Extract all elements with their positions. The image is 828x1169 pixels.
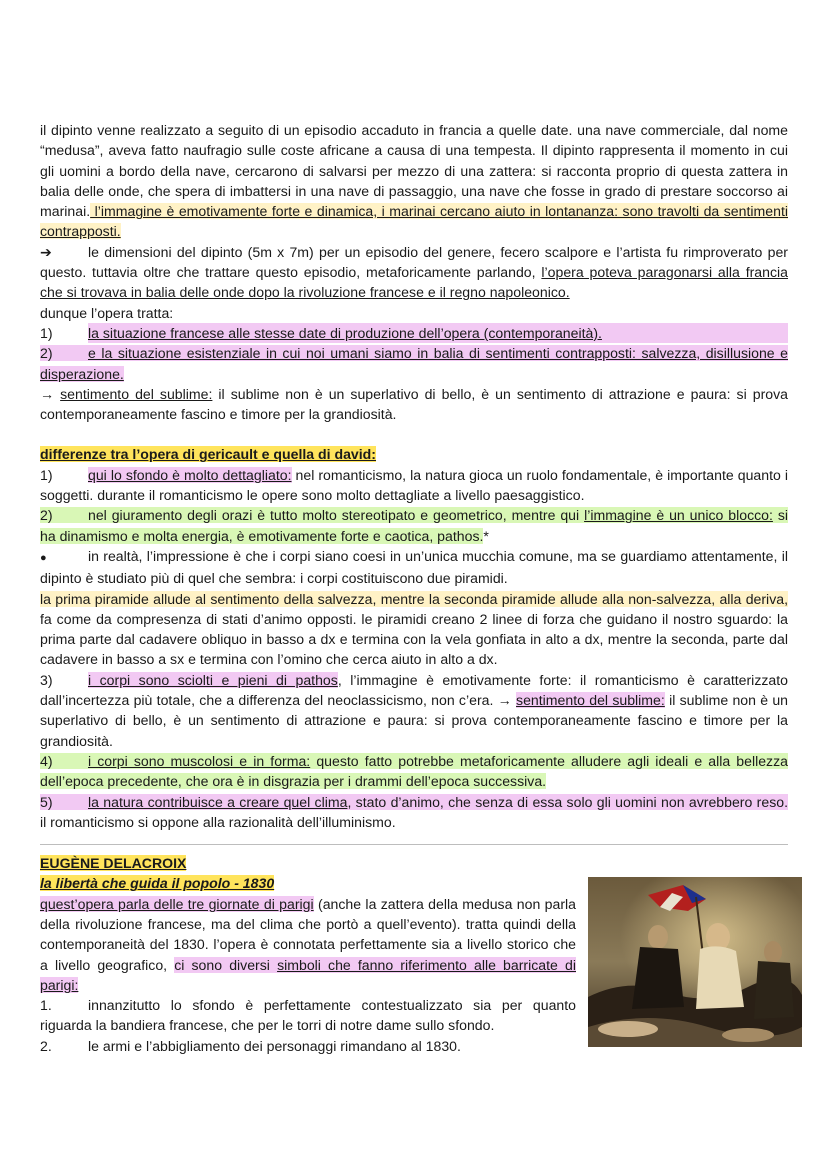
dimensions-text: le dimensioni del dipinto (5m x 7m) per un episodio del genere, fecero scalpore e l’artista fu rimproverato per questo. tuttavia oltre che trattare questo episodio, metaforicamente parlando, — [40, 243, 788, 281]
list-text: le armi e l’abbigliamento dei personaggi rimandano al 1830. — [88, 1037, 461, 1054]
asterisk: * — [483, 527, 489, 544]
list-number: 2) — [40, 345, 53, 362]
sublime-text: il sublime non è un superlativo di bello, è un sentimento di attrazione e paura: si prova contemporaneamente fascino e timore per la grandiosità. — [40, 385, 789, 423]
arrow-icon: → — [40, 385, 55, 402]
list-item — [40, 505, 788, 546]
pyramids-text: fa come da compresenza di stati d’animo opposti. le piramidi creano 2 linee di forza che guidano il nostro sguardo: la prima parte dal cadavere obliquo in basso a dx e termina con la vela gonfiata in alto a dx, mentre la seconda, parte dal cadavere in basso a sx e termina con l’omino che cerca aiuto in alto a dx. — [40, 610, 788, 668]
sublime-label: sentimento del sublime: — [60, 385, 213, 402]
delacroix-highlight-underline: simboli che fanno riferimento alle barricate di parigi: — [40, 956, 576, 993]
list-underline: i corpi sono muscolosi e in forma: — [88, 752, 311, 769]
list-underline: la natura contribuisce a creare quel clima — [88, 793, 348, 810]
list-number: 1) — [40, 324, 53, 341]
list-item — [40, 323, 788, 343]
list-number: 2. — [40, 1037, 52, 1054]
delacroix-highlight: ci sono diversi — [174, 956, 278, 973]
list-highlight: i corpi sono sciolti e pieni di pathos — [88, 671, 338, 688]
list-number: 5) — [40, 793, 53, 810]
dimensions-underline: l’opera poteva paragonarsi alla francia che si trovava in balia delle onde dopo la rivoluzione francese e il regno napoleonico. — [40, 264, 789, 301]
list-number: 2) — [40, 507, 53, 524]
list-item — [40, 670, 788, 751]
bullet-text: in realtà, l’impressione è che i corpi siano coesi in un’unica mucchia comune, ma se guardiamo attentamente, il dipinto è studiato più di quel che sembra: i corpi costituiscono due piramidi. — [40, 547, 788, 587]
list-text: nel romanticismo, la natura gioca un ruolo fondamentale, è importante quanto i soggetti. durante il romanticismo le opere sono molto dettagliate a livello paesaggistico. — [40, 466, 788, 504]
delacroix-paragraph — [40, 894, 576, 995]
delacroix-heading: EUGÈNE DELACROIX — [40, 855, 187, 872]
list-item — [40, 792, 788, 833]
paragraph-dunque: dunque l’opera tratta: — [40, 304, 174, 321]
delacroix-text — [40, 894, 576, 995]
list-highlight: , stato d’animo, che senza di essa solo gli uomini non avrebbero reso. — [347, 793, 788, 810]
list-text: e la situazione esistenziale in cui noi umani siamo in balia di sentimenti contrapposti: salvezza, disillusione e disperazione. — [40, 345, 788, 382]
list-text: innanzitutto lo sfondo è perfettamente contestualizzato sia per quanto riguarda la bandiera francese, che per le torri di notre dame sullo sfondo. — [40, 997, 576, 1034]
delacroix-section — [40, 853, 788, 1056]
differences-heading: differenze tra l’opera di gericault e quella di david: — [40, 446, 376, 463]
paragraph-intro — [40, 120, 788, 242]
list-item — [40, 751, 788, 792]
bullet-item — [40, 546, 788, 589]
list-item — [40, 995, 576, 1036]
page-content — [40, 120, 788, 1056]
intro-text: il dipinto venne realizzato a seguito di un episodio accaduto in francia a quelle date. una nave commerciale, dal nome “medusa”, aveva fatto naufragio sulle coste africane a causa di una tempesta. Il dipinto rappresenta il momento in cui gli uomini a bordo della nave, cercarono di salvarsi per mezzo di una zattera: si racconta proprio di questa zattera in balia delle onde, che spera di imbattersi in una nave di passaggio, una nave che fosse in grado di prestare soccorso ai marinai. — [40, 122, 788, 220]
list-number: 4) — [40, 752, 53, 769]
list-text: la situazione francese alle stesse date di produzione dell’opera (contemporaneità). — [88, 323, 788, 343]
section-heading — [40, 444, 788, 464]
liberty-painting-image — [588, 877, 802, 1047]
paragraph-dimensions — [40, 242, 788, 303]
bullet-icon: ● — [40, 551, 47, 564]
delacroix-text-1: (anche la zattera della medusa non parla della rivoluzione francese, ma del clima che portò a quell’evento). tratta quindi della contemporaneità del 1830. l’opera è connotata perfettamente sia a livello storico che a livello geografico, — [40, 895, 576, 973]
pyramids-highlight: la prima piramide allude al sentimento della salvezza, mentre la seconda piramide allude alla non-salvezza, alla deriva, — [40, 590, 788, 607]
delacroix-underline: quest’opera parla delle tre giornate di parigi — [40, 895, 314, 912]
list-underline: l’immagine è un unico blocco: — [584, 507, 773, 524]
list-number: 1. — [40, 997, 52, 1014]
list-number: 1) — [40, 466, 53, 483]
paragraph-sublime — [40, 384, 788, 425]
intro-highlight: l’immagine è emotivamente forte e dinamica, i marinai cercano aiuto in lontananza: sono travolti da sentimenti contrapposti. — [40, 203, 788, 240]
arrow-icon: ➔ — [40, 243, 52, 260]
section-heading — [40, 853, 788, 873]
list-item — [40, 465, 788, 506]
list-text: il sublime non è un superlativo di bello, è un sentimento di attrazione e paura: si prova contemporaneamente fascino e timore per la grandiosità. — [40, 692, 789, 749]
list-underline: sentimento del sublime: — [516, 692, 665, 709]
list-highlight: qui lo sfondo è molto dettagliato: — [88, 466, 292, 483]
list-item — [40, 343, 788, 384]
list-text: nel giuramento degli orazi è tutto molto stereotipato e geometrico, mentre qui — [88, 507, 585, 524]
divider — [40, 844, 788, 845]
list-number: 3) — [40, 671, 53, 688]
list-text: il romanticismo si oppone alla razionalità dell’illuminismo. — [40, 813, 396, 830]
artwork-subtitle: la libertà che guida il popolo - 1830 — [40, 875, 275, 892]
list-text: , l’immagine è emotivamente forte: il romanticismo è caratterizzato dall’incertezza più totale, che a differenza del neoclassicismo, non c’era. → — [40, 671, 788, 709]
paragraph-pyramids — [40, 589, 788, 670]
list-text: si ha dinamismo e molta energia, è emotivamente forte e caotica, pathos. — [40, 507, 789, 544]
list-text: questo fatto potrebbe metaforicamente alludere agli ideali e alla bellezza dell’epoca precedente, che ora è in disgrazia per i drammi dell’epoca successiva. — [40, 752, 788, 790]
